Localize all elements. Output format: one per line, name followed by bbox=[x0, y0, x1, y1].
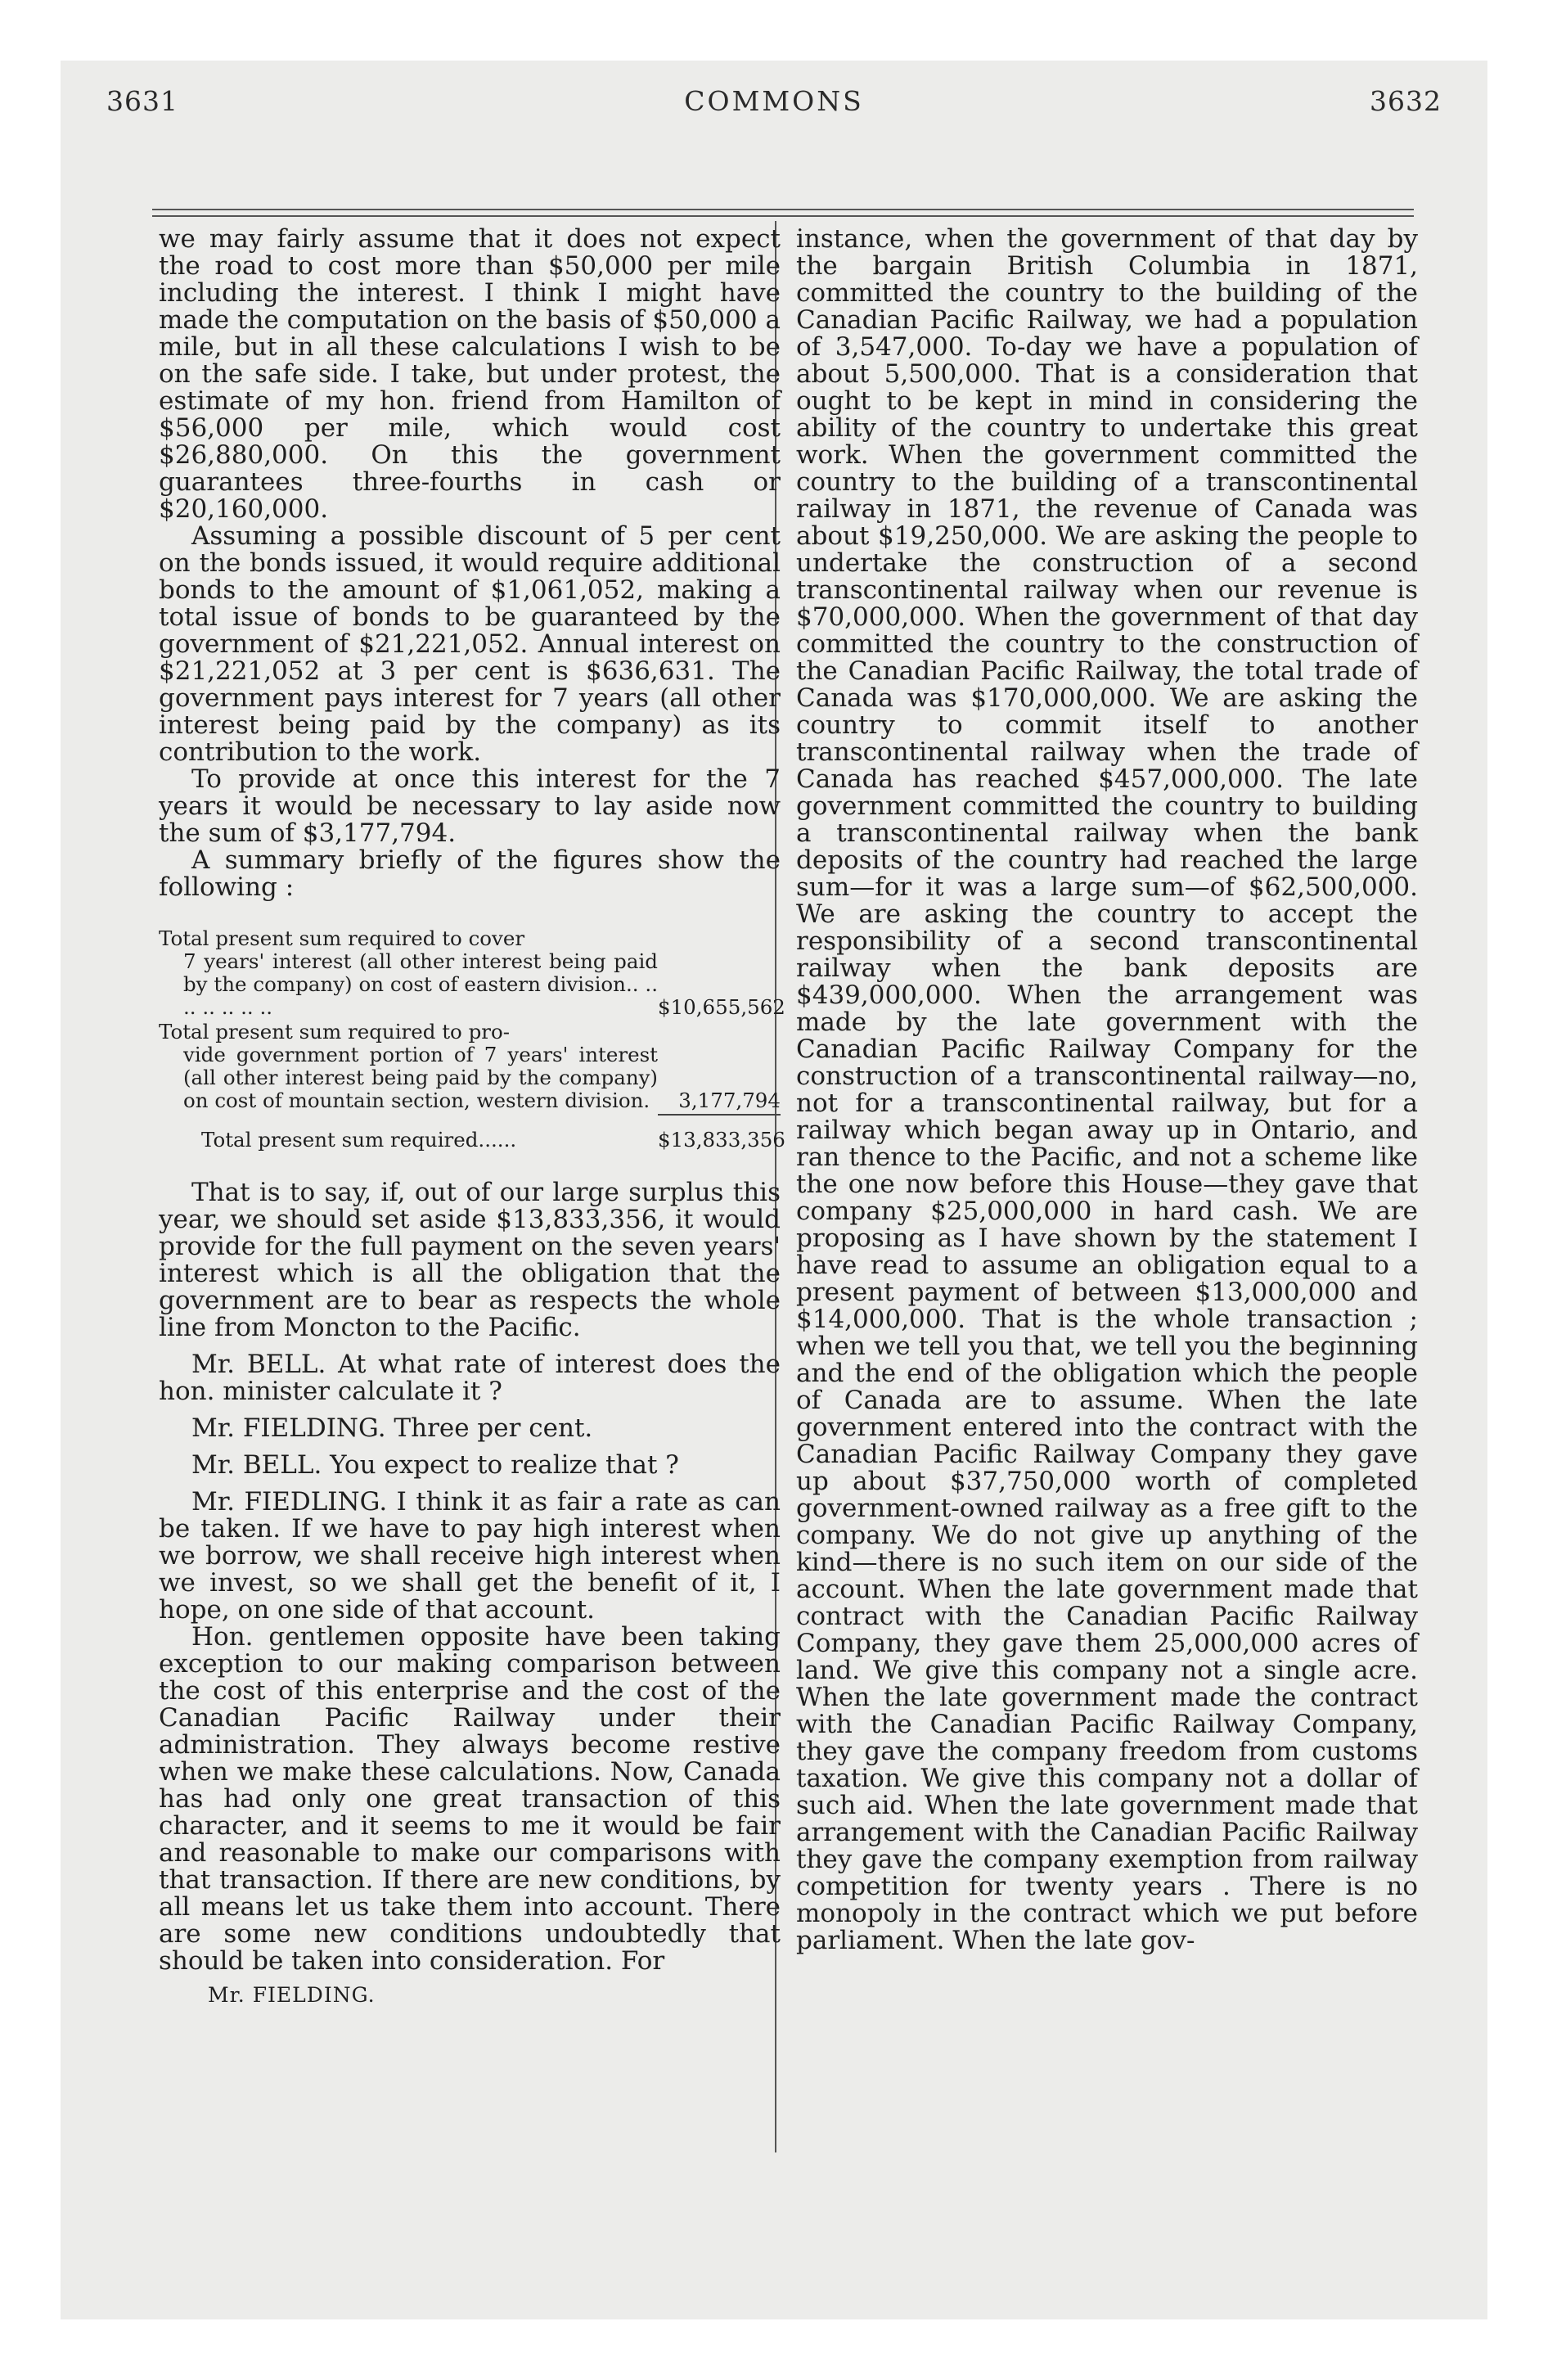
table-row bbox=[159, 1021, 781, 1112]
table-row-label-first-line: Total present sum required to pro- bbox=[159, 1020, 511, 1044]
speaker-line: Mr. FIELDING. Three per cent. bbox=[191, 1413, 593, 1443]
page-title: COMMONS bbox=[684, 85, 864, 117]
paragraph: we may fairly assume that it does not expect the road to cost more than $50,000 per mile including the interest. I think I might have made the computation on the basis of $50,000 a mile, but in all these calculations I wish to be on the safe side. I take, but under protest, the estimate of my hon. friend from Hamilton of $56,000 per mile, which would cost $26,880,000. On this the government guarantees three-fourths in cash or $20,160,000. bbox=[159, 224, 781, 524]
sum-rule bbox=[658, 1114, 781, 1116]
table-total-label: Total present sum required...... bbox=[201, 1128, 517, 1152]
summary-table bbox=[159, 926, 785, 1152]
table-row-value: $10,655,562 bbox=[658, 995, 785, 1019]
header-rule-top bbox=[152, 209, 1414, 210]
paragraph: That is to say, if, out of our large surplus this year, we should set aside $13,833,356, it would provide for the full payment on the seven years' interest which is all the obligation that the government are to bear as respects the whole line from Moncton to the Pacific. bbox=[159, 1178, 781, 1342]
left-page-number: 3631 bbox=[106, 85, 178, 117]
speaker-line: Mr. BELL. At what rate of interest does the hon. minister calculate it ? bbox=[159, 1350, 781, 1406]
right-column bbox=[796, 226, 1418, 1954]
paragraph: instance, when the government of that day by the bargain British Columbia in 1871, committed the country to the building of the Canadian Pacific Railway, we had a population of 3,547,000. To-day we have a population of about 5,500,000. That is a consideration that ought to be kept in mind in considering the ability of the country to undertake this great work. When the government committed the country to the building of a transcontinental railway in 1871, the revenue of Canada was about $19,250,000. We are asking the people to undertake the construction of a second transcontinental railway when our revenue is $70,000,000. When the government of that day committed the country to the construction of the Canadian Pacific Railway, the total trade of Canada was $170,000,000. We are asking the country to commit itself to another transcontinental railway when the trade of Canada has reached $457,000,000. The late government committed the country to building a transcontinental railway when the bank deposits of the country had reached the large sum—for it was a large sum—of $62,500,000. We are asking the country to accept the responsibility of a second transcontinental railway when the bank deposits are $439,000,000. When the arrangement was made by the late government with the Canadian Pacific Railway Company for the construction of a transcontinental railway—no, not for a transcontinental railway, but for a railway which began away up in Ontario, and ran thence to the Pacific, and not a scheme like the one now before this House—they gave that company $25,000,000 in hard cash. We are proposing as I have shown by the statement I have read to assume an obligation equal to a present payment of between $13,000,000 and $14,000,000. That is the whole transaction ; when we tell you that, we tell you the beginning and the end of the obligation which the people of Canada are to assume. When the late government entered into the contract with the Canadian Pacific Railway Company they gave up about $37,750,000 worth of completed government-owned railway as a free gift to the company. We do not give up anything of the kind—there is no such item on our side of the account. When the late government made that contract with the Canadian Pacific Railway Company, they gave them 25,000,000 acres of land. We give this company not a single acre. When the late government made the contract with the Canadian Pacific Railway Company, they gave the company freedom from customs taxation. We give this company not a dollar of such aid. When the late government made that arrangement with the Canadian Pacific Railway they gave the company exemption from railway competition for twenty years . There is no monopoly in the contract which we put before parliament. When the late gov- bbox=[796, 224, 1418, 1955]
running-footer: Mr. FIELDING. bbox=[208, 1983, 376, 2007]
paragraph: Hon. gentlemen opposite have been taking exception to our making comparison between the cost of this enterprise and the cost of the Canadian Pacific Railway under their administration. They always become restive when we make these calculations. Now, Canada has had only one great transaction of this character, and it seems to me it would be fair and reasonable to make our comparisons with that transaction. If there are new conditions, by all means let us take them into account. There are some new conditions undoubtedly that should be taken into consideration. For bbox=[159, 1622, 781, 1976]
table-row-label-continuation: vide government portion of 7 years' interest (all other interest being paid by the company) on cost of mountain section, western division. bbox=[183, 1043, 658, 1112]
speaker-line: Mr. FIEDLING. I think it as fair a rate as can be taken. If we have to pay high interest when we borrow, we shall receive high interest when we invest, so we shall get the benefit of it, I hope, on one side of that account. bbox=[159, 1487, 781, 1625]
header-rule-bottom bbox=[152, 215, 1414, 217]
table-total-row bbox=[159, 1128, 785, 1152]
table-row-label bbox=[159, 1021, 658, 1112]
table-total-value: $13,833,356 bbox=[658, 1128, 785, 1152]
right-page-number: 3632 bbox=[1370, 85, 1442, 117]
paragraph: To provide at once this interest for the 7 years it would be necessary to lay aside now the sum of $3,177,794. bbox=[159, 764, 781, 848]
table-row-label bbox=[159, 927, 658, 1019]
table-row-label-continuation: 7 years' interest (all other interest being paid by the company) on cost of eastern division.. .. .. .. .. .. .. bbox=[183, 949, 658, 1019]
speaker-line: Mr. BELL. You expect to realize that ? bbox=[191, 1450, 679, 1480]
left-column bbox=[159, 224, 785, 2008]
table-row-label-first-line: Total present sum required to cover bbox=[159, 926, 525, 950]
paragraph: Assuming a possible discount of 5 per cent on the bonds issued, it would require additional bonds to the amount of $1,061,052, making a total issue of bonds to be guaranteed by the government of $21,221,052. Annual interest on $21,221,052 at 3 per cent is $636,631. The government pays interest for 7 years (all other interest being paid by the company) as its contribution to the work. bbox=[159, 521, 781, 767]
table-row bbox=[159, 926, 785, 1019]
table-row-value: 3,177,794 bbox=[678, 1089, 781, 1112]
paragraph: A summary briefly of the figures show the following : bbox=[159, 845, 781, 902]
